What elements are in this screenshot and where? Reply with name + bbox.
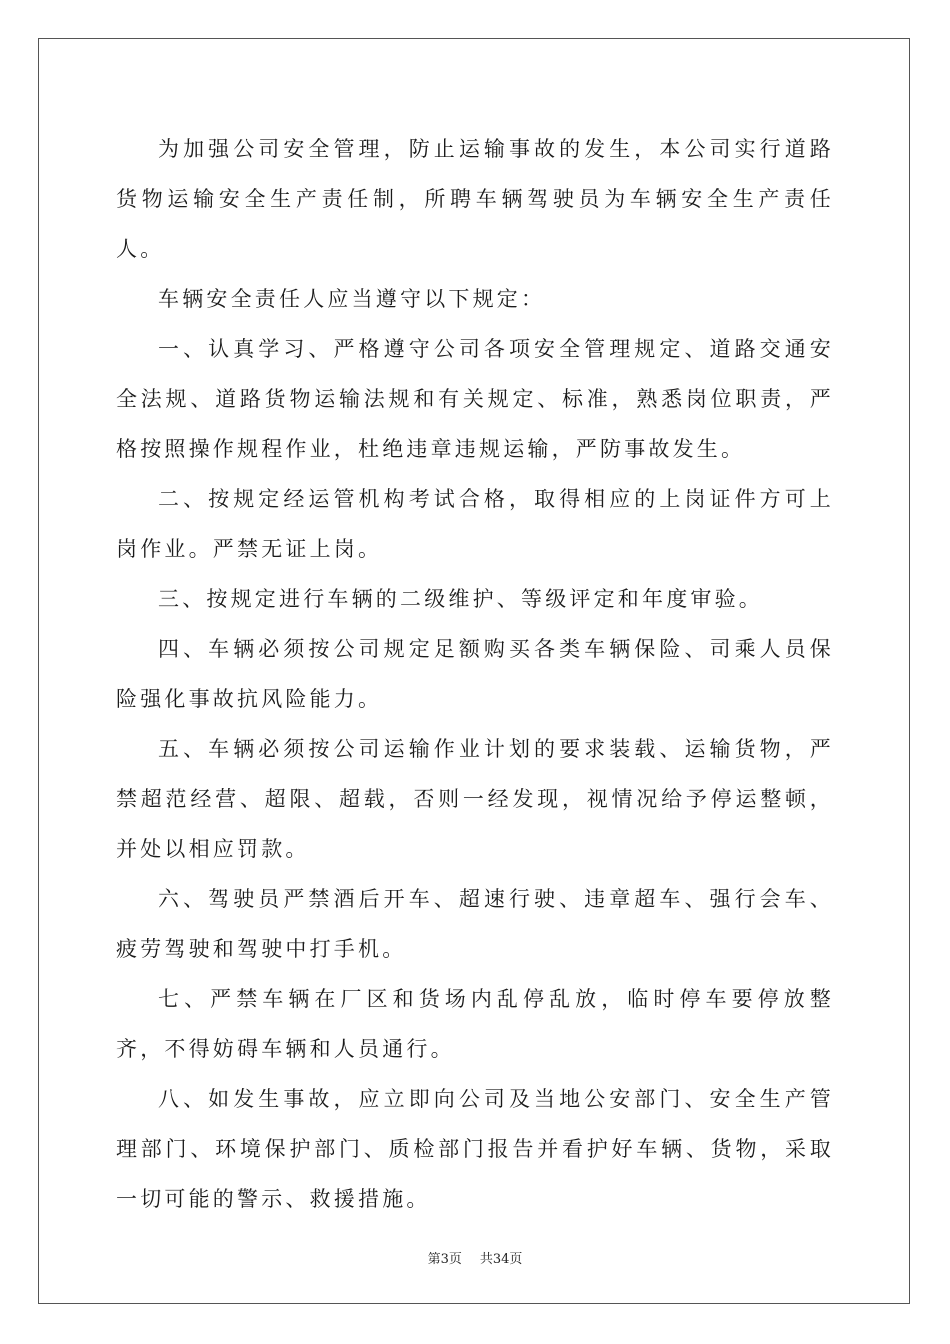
paragraph-intro: 为加强公司安全管理，防止运输事故的发生，本公司实行道路货物运输安全生产责任制，所聘车辆驾驶员为车辆安全生产责任人。	[116, 137, 834, 261]
page-total: 共34页	[479, 1252, 523, 1267]
paragraph-rule-8: 八、如发生事故，应立即向公司及当地公安部门、安全生产管理部门、环境保护部门、质检部门报告并看护好车辆、货物，采取一切可能的警示、救援措施。	[116, 1087, 834, 1211]
paragraph-rules-heading: 车辆安全责任人应当遵守以下规定：	[158, 287, 546, 311]
paragraph-rule-3: 三、按规定进行车辆的二级维护、等级评定和年度审验。	[158, 587, 763, 611]
document-body	[116, 124, 834, 1224]
page-footer	[0, 1248, 950, 1267]
paragraph-rule-7: 七、严禁车辆在厂区和货场内乱停乱放，临时停车要停放整齐，不得妨碍车辆和人员通行。	[116, 987, 834, 1061]
paragraph-rule-5: 五、车辆必须按公司运输作业计划的要求装载、运输货物，严禁超范经营、超限、超载，否则一经发现，视情况给予停运整顿，并处以相应罚款。	[116, 737, 834, 861]
page-number: 第3页	[427, 1252, 462, 1267]
paragraph-rule-2: 二、按规定经运管机构考试合格，取得相应的上岗证件方可上岗作业。严禁无证上岗。	[116, 487, 834, 561]
paragraph-rule-6: 六、驾驶员严禁酒后开车、超速行驶、违章超车、强行会车、疲劳驾驶和驾驶中打手机。	[116, 887, 834, 961]
paragraph-rule-1: 一、认真学习、严格遵守公司各项安全管理规定、道路交通安全法规、道路货物运输法规和有关规定、标准，熟悉岗位职责，严格按照操作规程作业，杜绝违章违规运输，严防事故发生。	[116, 337, 834, 461]
paragraph-rule-4: 四、车辆必须按公司规定足额购买各类车辆保险、司乘人员保险强化事故抗风险能力。	[116, 637, 834, 711]
